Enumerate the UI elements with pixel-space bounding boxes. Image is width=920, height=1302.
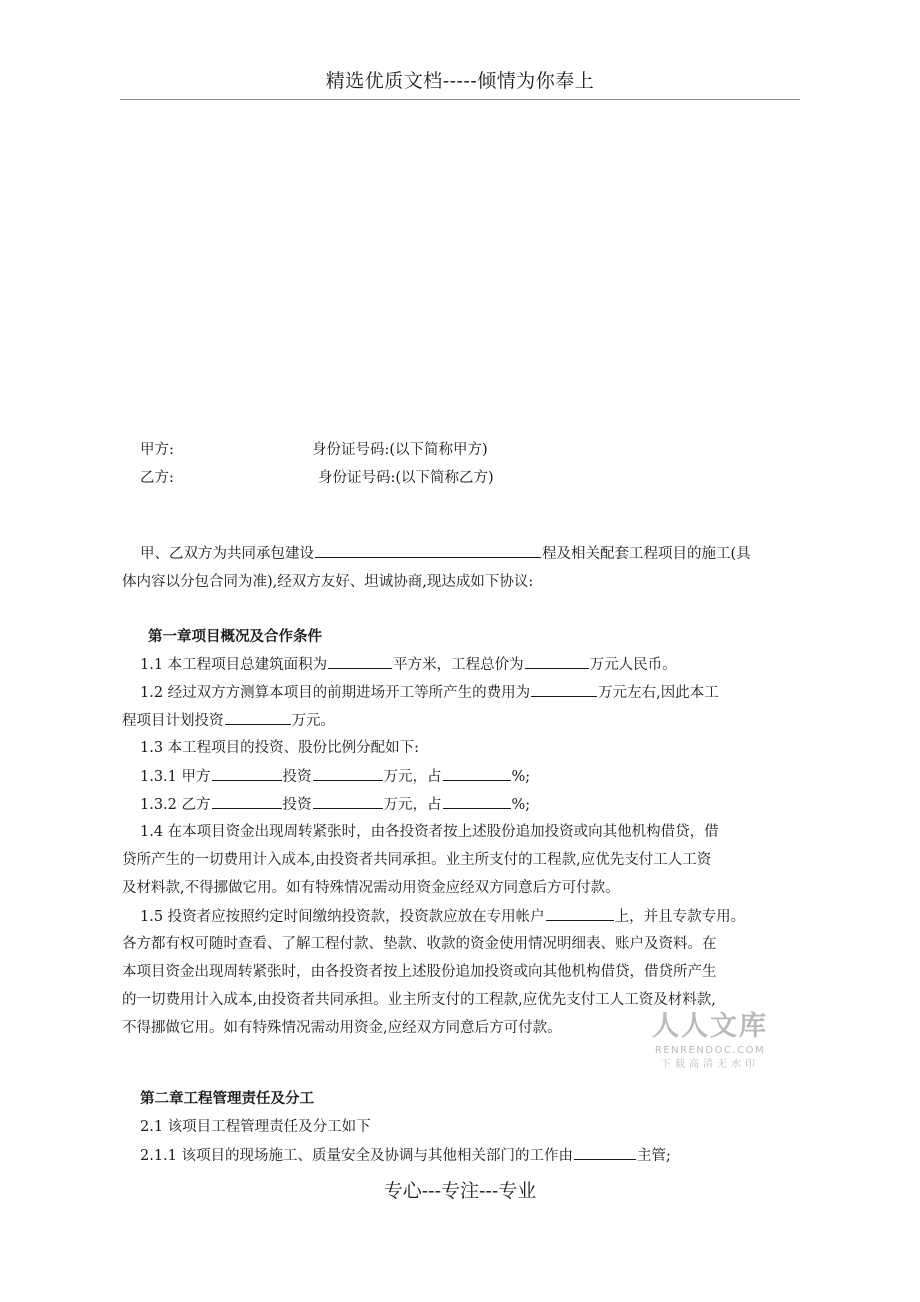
intro-text-a: 甲、乙双方为共同承包建设 <box>140 546 314 562</box>
party-b-investment-blank[interactable] <box>313 794 383 809</box>
clause-text: 2.1.1 该项目的现场施工、质量安全及协调与其他相关部门的工作由 <box>140 1148 574 1164</box>
party-b-name-blank[interactable] <box>212 794 282 809</box>
party-b-share-blank[interactable] <box>443 794 511 809</box>
clause-1-5-line-1 <box>140 906 745 927</box>
clause-2-1: 2.1 该项目工程管理责任及分工如下 <box>140 1119 371 1135</box>
project-name-blank[interactable] <box>315 543 541 558</box>
party-a-investment-blank[interactable] <box>313 766 383 781</box>
page-header-title: 精选优质文档-----倾情为你奉上 <box>325 70 595 92</box>
watermark-logo <box>645 1010 775 1072</box>
clause-text: %; <box>511 769 531 785</box>
clause-1-4-line-1: 1.4 在本项目资金出现周转紧张时，由各投资者按上述股份追加投资或向其他机构借贷，借 <box>140 824 719 840</box>
clause-text: 万元，占 <box>383 797 442 813</box>
clause-1-5-line-3: 本项目资金出现周转紧张时，由各投资者按上述股份追加投资或向其他机构借贷，借贷所产生 <box>122 964 717 980</box>
intro-line-1 <box>140 543 751 564</box>
preliminary-cost-blank[interactable] <box>531 682 597 697</box>
clause-text: 万元左右,因此本工 <box>598 685 719 701</box>
clause-text: 万元人民币。 <box>589 657 677 673</box>
supervisor-blank[interactable] <box>574 1145 636 1160</box>
party-a-name-blank[interactable] <box>212 766 282 781</box>
clause-1-4-line-2: 贷所产生的一切费用计入成本,由投资者共同承担。业主所支付的工程款,应优先支付工人工资 <box>122 852 712 868</box>
clause-1-5-line-5: 不得挪做它用。如有特殊情况需动用资金,应经双方同意后方可付款。 <box>122 1020 562 1036</box>
clause-1-3: 1.3 本工程项目的投资、股份比例分配如下: <box>140 740 420 756</box>
party-b-id: 身份证号码:(以下简称乙方) <box>318 470 494 486</box>
clause-text: 1.1 本工程项目总建筑面积为 <box>140 657 328 673</box>
clause-text: 1.3.2 乙方 <box>140 797 211 813</box>
watermark-url: RENRENDOC.COM <box>654 1045 766 1056</box>
total-price-blank[interactable] <box>525 654 589 669</box>
clause-1-5-line-4: 的一切费用计入成本,由投资者共同承担。业主所支付的工程款,应优先支付工人工资及材料款, <box>122 992 716 1008</box>
clause-text: 万元，占 <box>383 769 442 785</box>
chapter-2-title: 第二章工程管理责任及分工 <box>140 1090 314 1107</box>
party-a-id: 身份证号码:(以下简称甲方) <box>312 442 488 458</box>
clause-text: 平方米，工程总价为 <box>393 657 524 673</box>
clause-1-3-1 <box>140 766 530 787</box>
clause-1-2-line-2 <box>122 710 335 731</box>
area-blank[interactable] <box>328 654 392 669</box>
clause-text: 程项目计划投资 <box>122 713 224 729</box>
clause-1-4-line-3: 及材料款,不得挪做它用。如有特殊情况需动用资金应经双方同意后方可付款。 <box>122 880 620 896</box>
clause-text: 1.2 经过双方方测算本项目的前期进场开工等所产生的费用为 <box>140 685 531 701</box>
watermark-subtitle: 下载高清无水印 <box>661 1059 759 1070</box>
clause-text: %; <box>511 797 531 813</box>
chapter-1-title: 第一章项目概况及合作条件 <box>148 628 322 645</box>
clause-text: 投资 <box>282 769 312 785</box>
party-a-label: 甲方: <box>140 442 174 458</box>
header-divider <box>120 99 800 100</box>
planned-investment-blank[interactable] <box>225 710 291 725</box>
page-footer: 专心---专注---专业 <box>383 1180 537 1202</box>
clause-text: 1.3.1 甲方 <box>140 769 211 785</box>
clause-1-5-line-2: 各方都有权可随时查看、了解工程付款、垫款、收款的资金使用情况明细表、账户及资料。在 <box>122 936 717 952</box>
clause-text: 万元。 <box>291 713 335 729</box>
party-a-share-blank[interactable] <box>443 766 511 781</box>
clause-text: 1.5 投资者应按照约定时间缴纳投资款，投资款应放在专用帐户 <box>140 909 545 925</box>
party-b-label: 乙方: <box>140 470 174 486</box>
intro-text-b: 程及相关配套工程项目的施工(具 <box>542 546 751 562</box>
intro-line-2: 体内容以分包合同为准),经双方友好、坦诚协商,现达成如下协议: <box>122 574 534 590</box>
clause-text: 投资 <box>282 797 312 813</box>
clause-1-1 <box>140 654 677 675</box>
clause-text: 主管; <box>637 1148 671 1164</box>
clause-2-1-1 <box>140 1145 671 1166</box>
clause-1-2-line-1 <box>140 682 719 703</box>
clause-text: 上，并且专款专用。 <box>614 909 746 925</box>
watermark-main-text: 人人文库 <box>652 1011 768 1042</box>
account-blank[interactable] <box>546 906 614 921</box>
clause-1-3-2 <box>140 794 530 815</box>
